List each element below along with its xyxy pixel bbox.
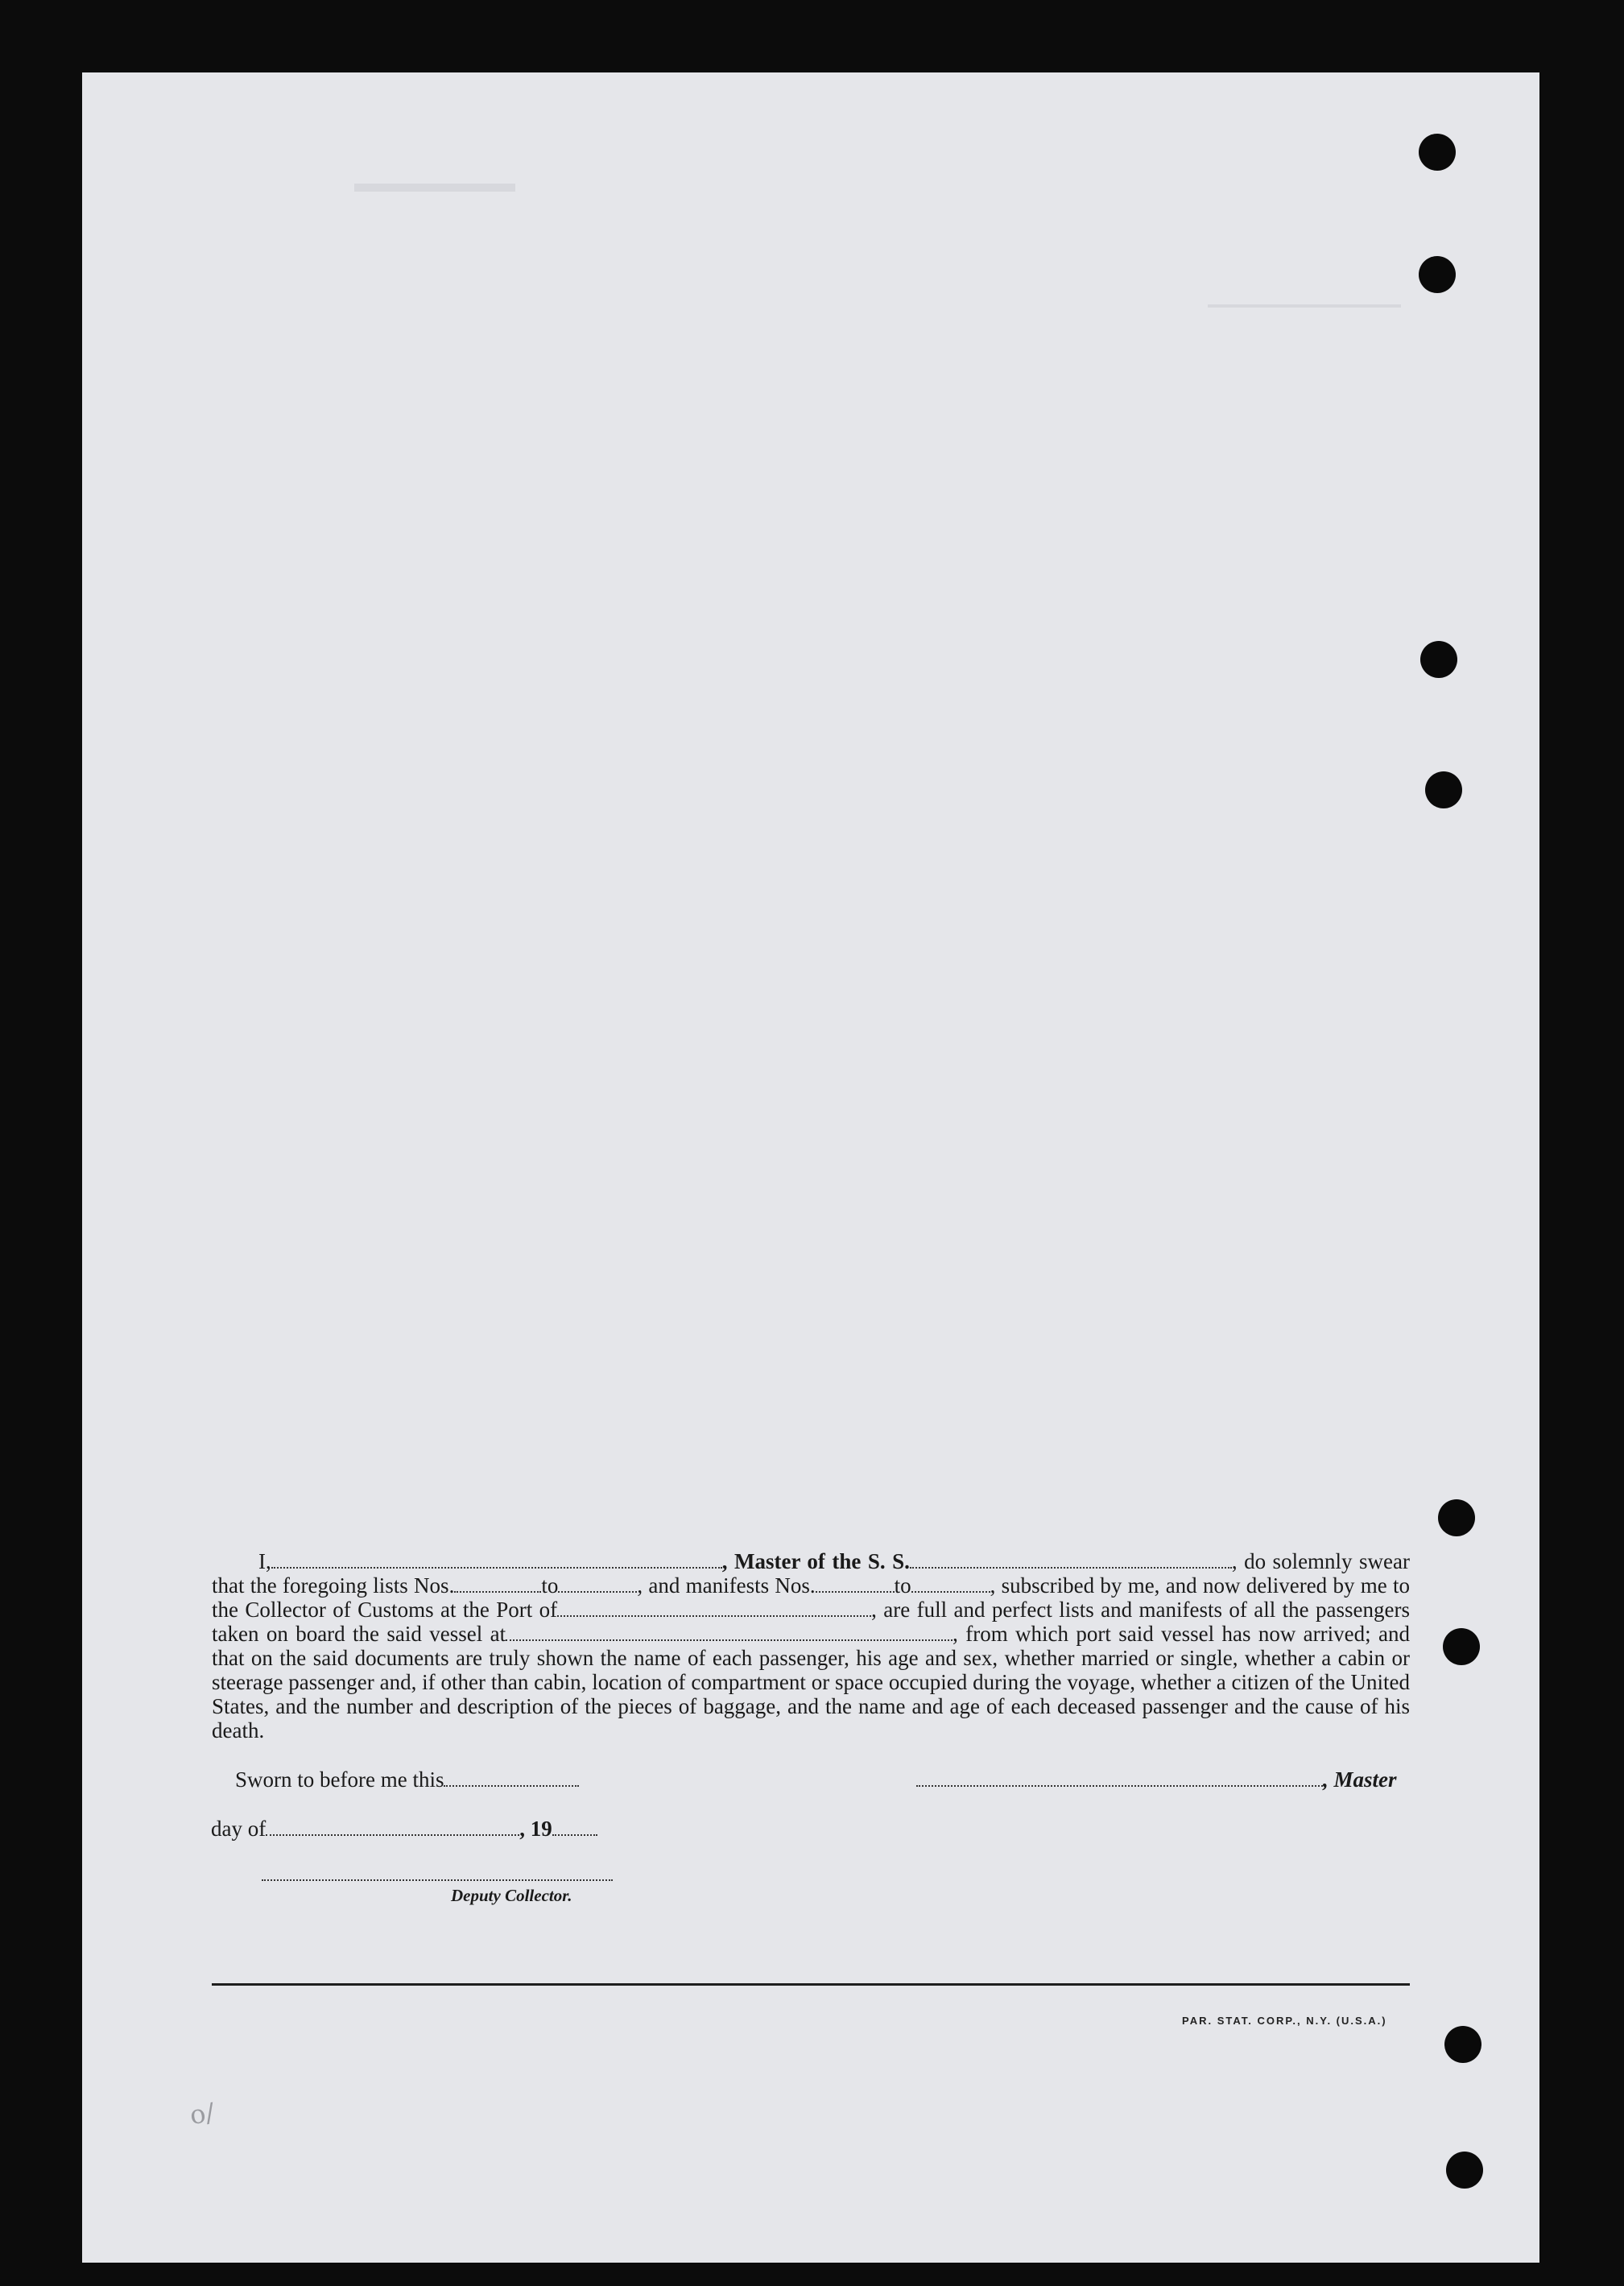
printer-imprint: PAR. STAT. CORP., N.Y. (U.S.A.) <box>1182 2015 1387 2027</box>
bleed-through-mark <box>1208 304 1401 308</box>
deputy-collector-label: Deputy Collector. <box>451 1886 572 1905</box>
bleed-through-mark <box>354 184 515 192</box>
deputy-signature-line <box>262 1879 613 1881</box>
bottom-rule <box>212 1983 1410 1986</box>
day-of-line: day of , 19 <box>211 1817 597 1842</box>
punch-hole <box>1419 256 1456 293</box>
sworn-line: Sworn to before me this <box>235 1767 579 1792</box>
punch-hole <box>1446 2152 1483 2189</box>
punch-hole <box>1438 1499 1475 1536</box>
punch-hole <box>1425 771 1462 808</box>
master-signature-line: , Master <box>916 1767 1397 1792</box>
punch-hole <box>1444 2026 1481 2063</box>
paper-sheet <box>82 72 1539 2263</box>
punch-hole <box>1420 641 1457 678</box>
oath-paragraph: I, , Master of the S. S. , do solemnly swear that the foregoing lists Nos. to , and manifests Nos. to , subscribed by me, and now delivered by me to the Collector of Customs at the Port of , are full and perfect lists and manifests of all the passengers taken on board the said vessel at , from which port said vessel has now arrived; and that on the said documents are truly shown the name of each passenger, his age and sex, whether married or single, whether a cabin or steerage passenger and, if other than cabin, location of compartment or space occupied during the voyage, whether a citizen of the United States, and the number and description of the pieces of baggage, and the name and age of each deceased passenger and the cause of his death. <box>212 1549 1411 1742</box>
punch-hole <box>1419 134 1456 171</box>
punch-hole <box>1443 1628 1480 1665</box>
pencil-mark: o/ <box>188 2097 217 2131</box>
